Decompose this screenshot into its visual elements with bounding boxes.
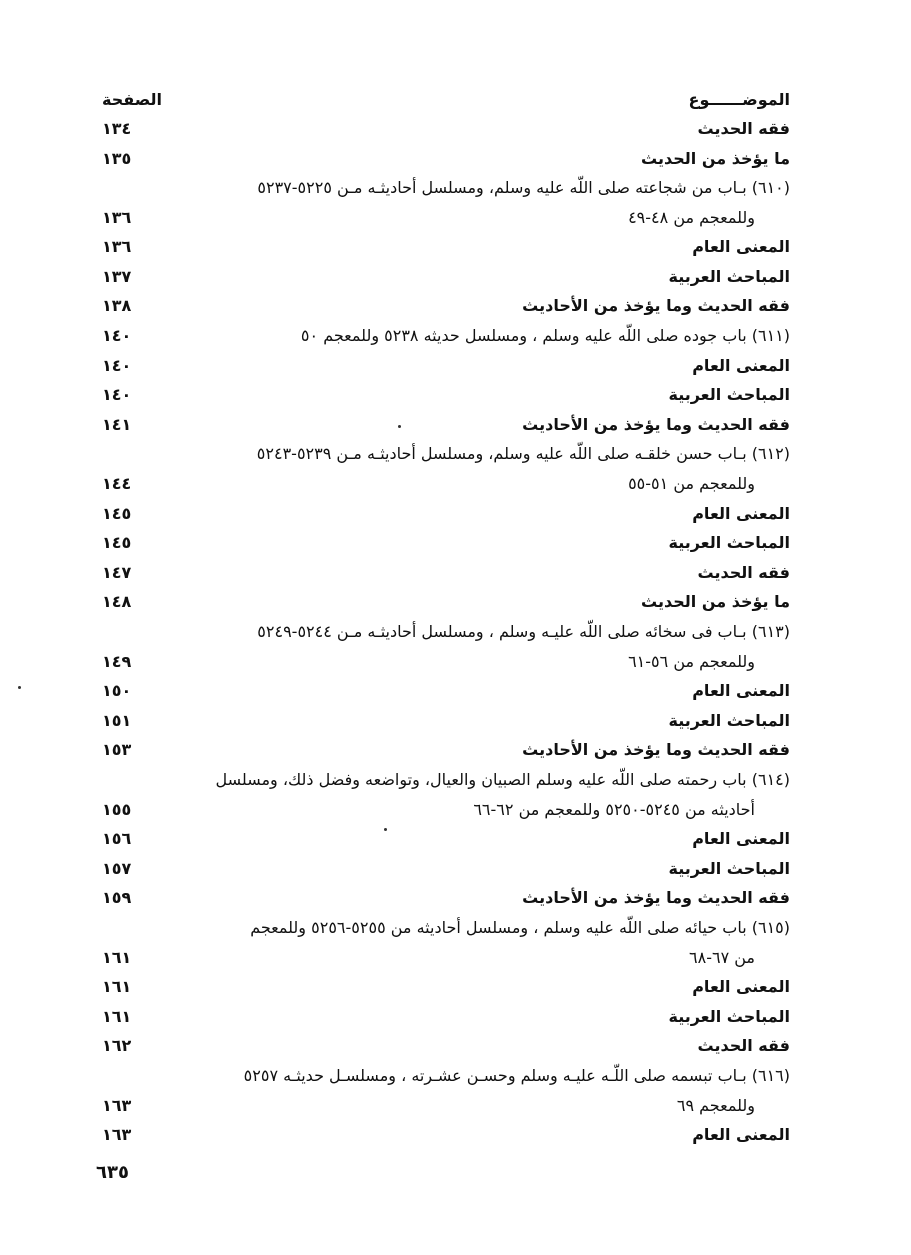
toc-page-number: ١٤٤ [102,474,132,493]
toc-page-number: ١٤٠ [102,326,132,345]
toc-row [90,294,800,324]
toc-topic: فقه الحديث وما يؤخذ من الأحاديث [522,296,790,315]
toc-page-number: ١٤٥ [102,504,132,523]
toc-page-number: ١٦١ [102,1007,132,1026]
toc-topic: المعنى العام [692,356,790,375]
toc-page-number: ١٤٧ [102,563,132,582]
toc-row [90,679,800,709]
toc-page-number: ١٤٠ [102,356,132,375]
toc-chapter-continuation: أحاديثه من ٥٢٤٥-٥٢٥٠ وللمعجم من ٦٢-٦٦ [473,800,755,819]
toc-row [90,117,800,147]
toc-row [90,1123,800,1153]
toc-topic: المعنى العام [692,504,790,523]
toc-row [90,827,800,857]
page-column-header: الصفحة [102,90,163,109]
toc-row [90,709,800,739]
toc-row [90,1094,800,1124]
toc-chapter-entry: (٦١٦) بـاب تبسمه صلى اللّـه عليـه وسلم وحسـن عشـرته ، ومسلسـل حديثـه ٥٢٥٧ [243,1066,790,1085]
toc-page-number: ١٥١ [102,711,132,730]
toc-topic: فقه الحديث [697,119,790,138]
toc-row [90,265,800,295]
toc-topic: ما يؤخذ من الحديث [641,592,790,611]
toc-row [90,472,800,502]
toc-topic: المعنى العام [692,681,790,700]
toc-chapter-continuation: وللمعجم من ٥١-٥٥ [628,474,755,493]
toc-topic: المباحث العربية [668,711,790,730]
toc-row [90,975,800,1005]
toc-row [90,206,800,236]
toc-chapter-entry: (٦١٥) باب حيائه صلى اللّه عليه وسلم ، ومسلسل أحاديثه من ٥٢٥٥-٥٢٥٦ وللمعجم [250,918,790,937]
toc-row [90,886,800,916]
toc-page-number: ١٥٩ [102,888,132,907]
toc-topic: المعنى العام [692,1125,790,1144]
toc-row [90,650,800,680]
toc-page-number: ١٤١ [102,415,132,434]
toc-row [90,354,800,384]
toc-row [90,1034,800,1064]
toc-topic: فقه الحديث وما يؤخذ من الأحاديث [522,415,790,434]
toc-page-number: ١٤٥ [102,533,132,552]
toc-row [90,531,800,561]
toc-row [90,561,800,591]
toc-row [90,147,800,177]
toc-row [90,946,800,976]
toc-row [90,442,800,472]
toc-row [90,590,800,620]
toc-page-number: ١٣٧ [102,267,132,286]
toc-page-number: ١٣٨ [102,296,132,315]
toc-row [90,324,800,354]
toc-row [90,916,800,946]
toc-row [90,738,800,768]
toc-page-number: ١٥٣ [102,740,132,759]
toc-page-number: ١٣٦ [102,208,132,227]
toc-page-number: ١٣٦ [102,237,132,256]
toc-header [90,88,800,118]
toc-row [90,798,800,828]
toc-topic: المباحث العربية [668,267,790,286]
toc-page-number: ١٦٢ [102,1036,132,1055]
toc-topic: فقه الحديث وما يؤخذ من الأحاديث [522,888,790,907]
toc-page-number: ١٥٦ [102,829,132,848]
toc-topic: فقه الحديث [697,1036,790,1055]
toc-page-number: ١٥٥ [102,800,132,819]
toc-row [90,768,800,798]
scan-speck [18,686,21,689]
toc-topic: المباحث العربية [668,859,790,878]
toc-page-number: ١٦٣ [102,1096,132,1115]
toc-topic: المعنى العام [692,237,790,256]
toc-row [90,235,800,265]
toc-row [90,1064,800,1094]
toc-topic: فقه الحديث وما يؤخذ من الأحاديث [522,740,790,759]
toc-topic: ما يؤخذ من الحديث [641,149,790,168]
toc-chapter-entry: (٦١٣) بـاب فى سخائه صلى اللّه عليـه وسلم ، ومسلسل أحاديثـه مـن ٥٢٤٤-٥٢٤٩ [257,622,790,641]
toc-topic: المباحث العربية [668,385,790,404]
toc-row [90,1005,800,1035]
toc-row [90,176,800,206]
toc-chapter-continuation: وللمعجم من ٥٦-٦١ [628,652,755,671]
toc-page-number: ١٤٨ [102,592,132,611]
toc-page-number: ١٥٠ [102,681,132,700]
toc-row [90,383,800,413]
toc-chapter-continuation: وللمعجم ٦٩ [676,1096,755,1115]
toc-page-number: ١٦١ [102,948,132,967]
toc-page-number: ١٤٠ [102,385,132,404]
toc-page-number: ١٣٥ [102,149,132,168]
topic-column-header: الموضــــــوع [688,90,790,109]
toc-chapter-continuation: من ٦٧-٦٨ [689,948,755,967]
toc-page-number: ١٤٩ [102,652,132,671]
toc-row [90,857,800,887]
toc-page-number: ١٣٤ [102,119,132,138]
toc-topic: المباحث العربية [668,1007,790,1026]
toc-row [90,620,800,650]
footer-page-number: ٦٣٥ [96,1162,129,1183]
toc-page-number: ١٦٣ [102,1125,132,1144]
toc-chapter-entry: (٦١٤) باب رحمته صلى اللّه عليه وسلم الصبيان والعيال، وتواضعه وفضل ذلك، ومسلسل [215,770,790,789]
scan-speck [398,425,401,428]
toc-topic: فقه الحديث [697,563,790,582]
toc-row [90,502,800,532]
toc-chapter-entry: (٦١٠) بـاب من شجاعته صلى اللّه عليه وسلم، ومسلسل أحاديثـه مـن ٥٢٢٥-٥٢٣٧ [257,178,790,197]
toc-topic: المباحث العربية [668,533,790,552]
toc-row [90,413,800,443]
toc-page-number: ١٥٧ [102,859,132,878]
toc-chapter-entry: (٦١١) باب جوده صلى اللّه عليه وسلم ، ومسلسل حديثه ٥٢٣٨ وللمعجم ٥٠ [300,326,790,345]
toc-page-number: ١٦١ [102,977,132,996]
toc-chapter-continuation: وللمعجم من ٤٨-٤٩ [628,208,755,227]
scan-speck [384,828,387,831]
toc-chapter-entry: (٦١٢) بـاب حسن خلقـه صلى اللّه عليه وسلم، ومسلسل أحاديثـه مـن ٥٢٣٩-٥٢٤٣ [256,444,790,463]
toc-topic: المعنى العام [692,829,790,848]
toc-topic: المعنى العام [692,977,790,996]
